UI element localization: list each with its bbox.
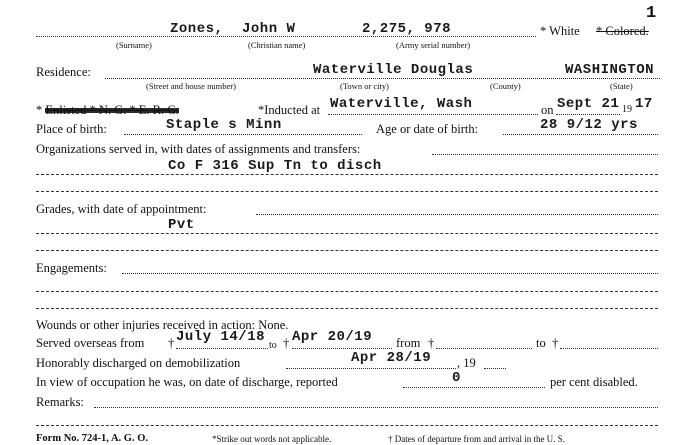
date-line [556,114,620,115]
to-label: to [269,340,277,351]
disability-percent: 0 [452,370,461,386]
grades-value: Pvt [168,217,195,233]
footnote-dates: † Dates of departure from and arrival in the U. S. [388,434,565,444]
race-colored: * Colored. [596,24,649,38]
discharge-year-line [484,368,506,369]
induction-prefix [36,103,179,118]
residence-line [105,78,660,79]
star-mark: * [36,103,46,117]
induction-date: Sept 21 [557,96,620,112]
engagements-line-0 [122,273,658,274]
engagements-label: Engagements: [36,261,107,275]
struck-enlistment-options: Enlisted * N. G. * E. R. C. [45,103,179,117]
dagger-4: † [552,336,559,350]
grades-line-1 [36,233,658,234]
disability-suffix: per cent disabled. [550,375,638,389]
surname-value: Zones, [170,21,224,37]
discharge-line [286,368,456,369]
overseas-to-date: Apr 20/19 [292,329,373,345]
footnote-strike: *Strike out words not applicable. [212,434,332,444]
dagger-2: † [283,336,290,350]
caption-street: (Street and house number) [146,81,236,91]
to2-line [560,348,658,349]
age-label: Age or date of birth: [376,122,479,136]
remarks-label: Remarks: [36,395,84,409]
dagger-3: † [428,336,435,350]
engagements-line-1 [36,291,658,292]
caption-serial: (Army serial number) [396,40,471,50]
serial-number-value: 2,275, 978 [362,21,452,37]
organizations-label: Organizations served in, with dates of assignments and transfers: [36,142,361,156]
discharge-date: Apr 28/19 [351,350,432,366]
age-line [503,134,658,135]
inducted-line [328,114,538,115]
org-line-1 [36,174,658,175]
disability-label: In view of occupation he was, on date of discharge, reported [36,375,338,389]
residence-state: WASHINGTON [565,62,655,78]
caption-christian: (Christian name) [248,40,306,50]
age-value: 28 9/12 yrs [540,117,638,133]
overseas-from-line [176,348,268,349]
wounds-label: Wounds or other injuries received in action: None. [36,318,289,332]
org-line-0 [432,154,658,155]
residence-town: Waterville Douglas [313,62,474,78]
form-number: Form No. 724-1, A. G. O. [36,433,148,444]
discharge-year: , 19 [457,356,476,370]
engagements-line-2 [36,308,658,309]
grades-line-0 [256,214,658,215]
overseas-label: Served overseas from [36,336,145,350]
to2-label: to [536,336,546,350]
on-label: on [541,103,554,117]
year-suffix: 17 [635,96,653,112]
inducted-label: *Inducted at [258,103,321,117]
race-white: * White [540,24,580,38]
overseas-from-date: July 14/18 [176,329,266,345]
caption-county: (County) [490,81,521,91]
from2-label: from [396,336,421,350]
grades-label: Grades, with date of appointment: [36,202,207,216]
caption-surname: (Surname) [116,40,152,50]
card-number: 1 [646,4,657,23]
from2-line [436,348,532,349]
discharge-label: Honorably discharged on demobilization [36,356,241,370]
residence-label: Residence: [36,65,91,79]
disability-line [403,387,545,388]
org-line-2 [36,191,658,192]
remarks-line-0 [94,407,658,408]
dagger-1: † [168,336,175,350]
inducted-place: Waterville, Wash [330,96,473,112]
birth-place-value: Staple s Minn [166,117,282,133]
year-prefix: 19 [622,104,632,115]
caption-town: (Town or city) [340,81,389,91]
caption-state: (State) [610,81,633,91]
christian-name-value: John W [242,21,296,37]
grades-line-2 [36,250,658,251]
birth-place-label: Place of birth: [36,122,107,136]
organizations-value: Co F 316 Sup Tn to disch [168,158,382,174]
remarks-line-1 [36,425,658,426]
overseas-to-line [292,348,392,349]
birth-place-line [124,134,362,135]
